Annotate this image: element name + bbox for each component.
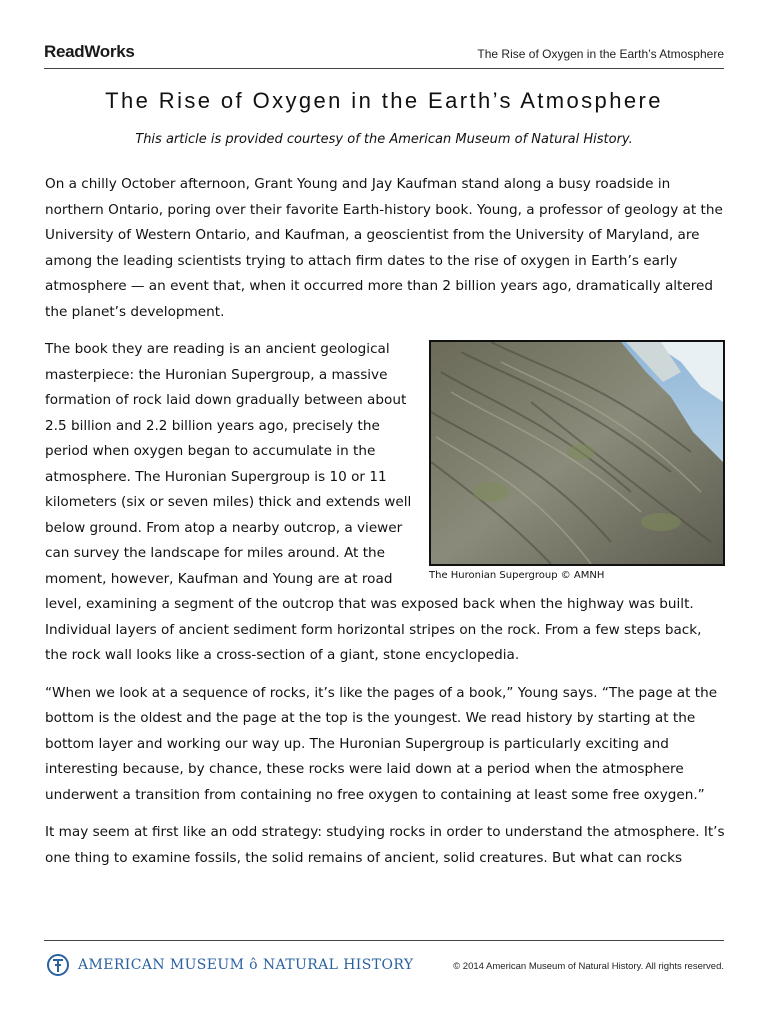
article-title: The Rise of Oxygen in the Earth’s Atmosphere bbox=[105, 88, 663, 113]
readworks-brand: ReadWorks bbox=[44, 42, 135, 61]
paragraph-3: “When we look at a sequence of rocks, it’s like the pages of a book,” Young says. “The page at the bottom is the oldest and the page at the top is the youngest. We read history by starting at the bottom layer and working our way up. The Huronian Supergroup is particularly exciting and interesting because, by chance, these rocks were laid down at a period when the atmosphere underwent a transition from containing no free oxygen to containing at least some free oxygen.” bbox=[45, 684, 718, 803]
paragraph-1: On a chilly October afternoon, Grant Young and Jay Kaufman stand along a busy roadside in northern Ontario, poring over their favorite Earth-history book. Young, a professor of geology at the University of Western Ontario, and Kaufman, a geoscientist from the University of Maryland, are among the leading scientists trying to attach firm dates to the rise of oxygen in Earth’s early atmosphere — an event that, when it occurred more than 2 billion years ago, dramatically altered the planet’s development. bbox=[45, 176, 723, 320]
courtesy-note: This article is provided courtesy of the American Museum of Natural History. bbox=[135, 132, 633, 147]
figure-caption: The Huronian Supergroup © AMNH bbox=[429, 570, 605, 581]
paragraph-4: It may seem at first like an odd strategy: studying rocks in order to understand the atmosphere. It’s one thing to examine fossils, the solid remains of ancient, solid creatures. But what can rocks bbox=[45, 824, 725, 866]
page-footer bbox=[44, 940, 724, 987]
running-title: The Rise of Oxygen in the Earth’s Atmosphere bbox=[477, 47, 724, 61]
amnh-logo-text: AMERICAN MUSEUM ô NATURAL HISTORY bbox=[78, 957, 414, 973]
copyright-notice: © 2014 American Museum of Natural History. All rights reserved. bbox=[453, 961, 724, 972]
amnh-logo-icon bbox=[46, 953, 70, 977]
page-header bbox=[44, 40, 724, 69]
amnh-logo bbox=[46, 953, 414, 977]
article-body bbox=[45, 172, 725, 883]
figure bbox=[429, 340, 725, 583]
paragraph-2: The book they are reading is an ancient geological masterpiece: the Huronian Supergroup, a massive formation of rock laid down gradually between about 2.5 billion and 2.2 billion years ago, precisely the period when oxygen began to accumulate in the atmosphere. The Huronian Supergroup is 10 or 11 kilometers (six or seven miles) thick and extends well below ground. From atop a nearby outcrop, a viewer can survey the landscape for miles around. At the moment, however, Kaufman and Young are at road level, examining a segment of the outcrop that was exposed back when the highway was built. Individual layers of ancient sediment form horizontal stripes on the rock. From a few steps back, the rock wall looks like a cross-section of a giant, stone encyclopedia. bbox=[45, 341, 702, 663]
rock-photo bbox=[429, 340, 725, 566]
